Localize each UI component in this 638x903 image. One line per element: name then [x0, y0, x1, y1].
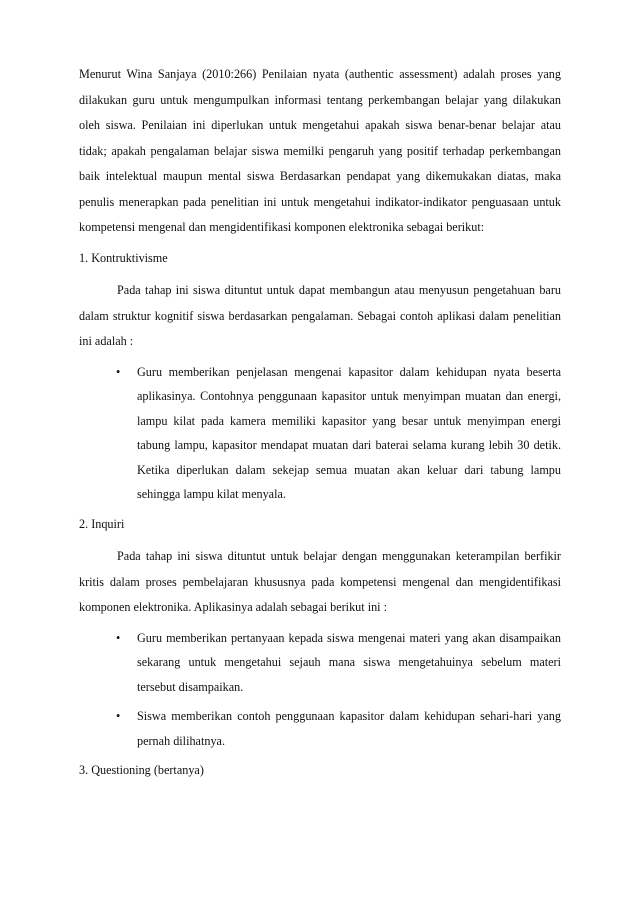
list-item-text: Guru memberikan pertanyaan kepada siswa mengenai materi yang akan disampaikan sekarang untuk mengetahui sejauh mana siswa mengetahuinya sebelum materi tersebut disampaikan. — [137, 630, 561, 694]
section-paragraph-inquiri: Pada tahap ini siswa dituntut untuk belajar dengan menggunakan keterampilan berfikir kritis dalam proses pembelajaran khususnya pada kompetensi mengenal dan mengidentifikasi komponen elektronika. Aplikasinya adalah sebagai berikut ini : — [79, 549, 561, 614]
document-page — [79, 62, 561, 791]
bullet-icon: • — [116, 709, 121, 723]
bullet-list-kontruktivisme — [79, 360, 561, 507]
section-heading-questioning: 3. Questioning (bertanya) — [79, 763, 204, 777]
bullet-icon: • — [116, 364, 121, 379]
bullet-list-inquiri — [79, 626, 561, 754]
list-item — [79, 626, 561, 700]
intro-paragraph: Menurut Wina Sanjaya (2010:266) Penilaian nyata (authentic assessment) adalah proses yang dilakukan guru untuk mengumpulkan informasi tentang perkembangan belajar yang dilakukan oleh siswa. Penilaian ini diperlukan untuk mengetahui apakah siswa benar-benar belajar atau tidak; apakah pengalaman belajar siswa memilki pengaruh yang positif terhadap perkembangan baik intelektual maupun mental siswa Berdasarkan pendapat yang dikemukakan diatas, maka penulis menerapkan pada penelitian ini untuk mengetahui indikator-indikator penguasaan untuk kompetensi mengenal dan mengidentifikasi komponen elektronika sebagai berikut: — [79, 67, 561, 234]
list-item-text: Guru memberikan penjelasan mengenai kapasitor dalam kehidupan nyata beserta aplikasinya. Contohnya penggunaan kapasitor untuk menyimpan muatan dan energi, lampu kilat pada kamera memiliki kapasitor yang besar untuk menyimpan energi tabung lampu, kapasitor mendapat muatan dari baterai selama kurang lebih 30 detik. Ketika diperlukan dalam sekejap semua muatan akan keluar dari tabung lampu sehingga lampu kilat menyala. — [137, 364, 561, 501]
list-item — [79, 704, 561, 753]
section-heading-inquiri: 2. Inquiri — [79, 516, 125, 531]
section-paragraph-kontruktivisme: Pada tahap ini siswa dituntut untuk dapat membangun atau menyusun pengetahuan baru dalam struktur kognitif siswa berdasarkan pengalaman. Sebagai contoh aplikasi dalam penelitian ini adalah : — [79, 283, 561, 348]
list-item-text: Siswa memberikan contoh penggunaan kapasitor dalam kehidupan sehari-hari yang pernah dilihatnya. — [137, 709, 561, 748]
bullet-icon: • — [116, 630, 121, 645]
list-item — [79, 360, 561, 507]
section-heading-kontruktivisme: 1. Kontruktivisme — [79, 250, 168, 265]
